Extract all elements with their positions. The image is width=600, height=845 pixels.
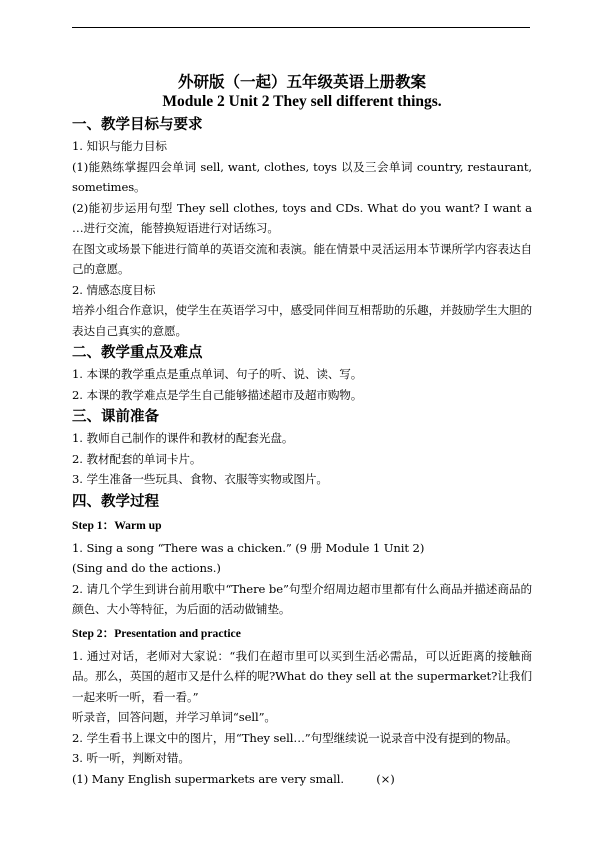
paragraph: 1. Sing a song “There was a chicken.” (9 册 Module 1 Unit 2) [72, 540, 425, 555]
paragraph: 2. 情感态度目标 [72, 282, 156, 297]
paragraph: 听录音，回答问题，并学习单词“sell”。 [72, 710, 276, 724]
document-title: 外研版（一起）五年级英语上册教案 [177, 72, 426, 91]
paragraph: (Sing and do the actions.) [72, 561, 221, 575]
paragraph: 2. 请几个学生到讲台前用歌中“There be”句型介绍周边超市里都有什么商品并描述商品的颜色、大小等特征，为后面的活动做铺垫。 [72, 581, 532, 616]
header-rule [72, 27, 530, 28]
paragraph: 1. 本课的教学重点是重点单词、句子的听、说、读、写。 [72, 367, 363, 381]
step-title: Step 2：Presentation and practice [72, 626, 241, 640]
section-heading-process: 四、教学过程 [72, 492, 159, 510]
section-heading-key-points: 二、教学重点及难点 [72, 344, 203, 361]
paragraph: 3. 学生准备一些玩具、食物、衣服等实物或图片。 [72, 472, 328, 486]
paragraph: (2)能初步运用句型 They sell clothes, toys and CDs. What do you want? I want a …进行交流，能替换短语进行对话练习。 [72, 200, 532, 235]
paragraph: 在图文或场景下能进行简单的英语交流和表演。能在情景中灵活运用本节课所学内容表达自己的意愿。 [72, 241, 532, 276]
paragraph: 1. 通过对话，老师对大家说：“我们在超市里可以买到生活必需品，可以近距离的接触商品。那么，英国的超市又是什么样的呢?What do they sell at the supermarket?让我们一起来听一听，看一看。” [72, 648, 532, 704]
paragraph: 3. 听一听，判断对错。 [72, 751, 190, 765]
paragraph: (1) Many English supermarkets are very small. (×) [72, 771, 395, 786]
paragraph: 2. 本课的教学难点是学生自己能够描述超市及超市购物。 [72, 387, 363, 402]
paragraph: (1)能熟练掌握四会单词 sell, want, clothes, toys 以及三会单词 country, restaurant, sometimes。 [72, 159, 532, 194]
document-body [72, 72, 532, 789]
document-subtitle: Module 2 Unit 2 They sell different things. [162, 93, 442, 110]
step-title: Step 1：Warm up [72, 518, 162, 532]
section-heading-preparation: 三、课前准备 [72, 408, 159, 425]
paragraph: 2. 教材配套的单词卡片。 [72, 451, 202, 466]
paragraph: 1. 知识与能力目标 [72, 139, 167, 153]
paragraph: 培养小组合作意识，使学生在英语学习中，感受同伴间互相帮助的乐趣，并鼓励学生大胆的表达自己真实的意愿。 [72, 303, 532, 338]
section-heading-objectives: 一、教学目标与要求 [72, 116, 203, 133]
paragraph: 1. 教师自己制作的课件和教材的配套光盘。 [72, 431, 294, 445]
paragraph: 2. 学生看书上课文中的图片，用“They sell…”句型继续说一说录音中没有提到的物品。 [72, 730, 518, 745]
